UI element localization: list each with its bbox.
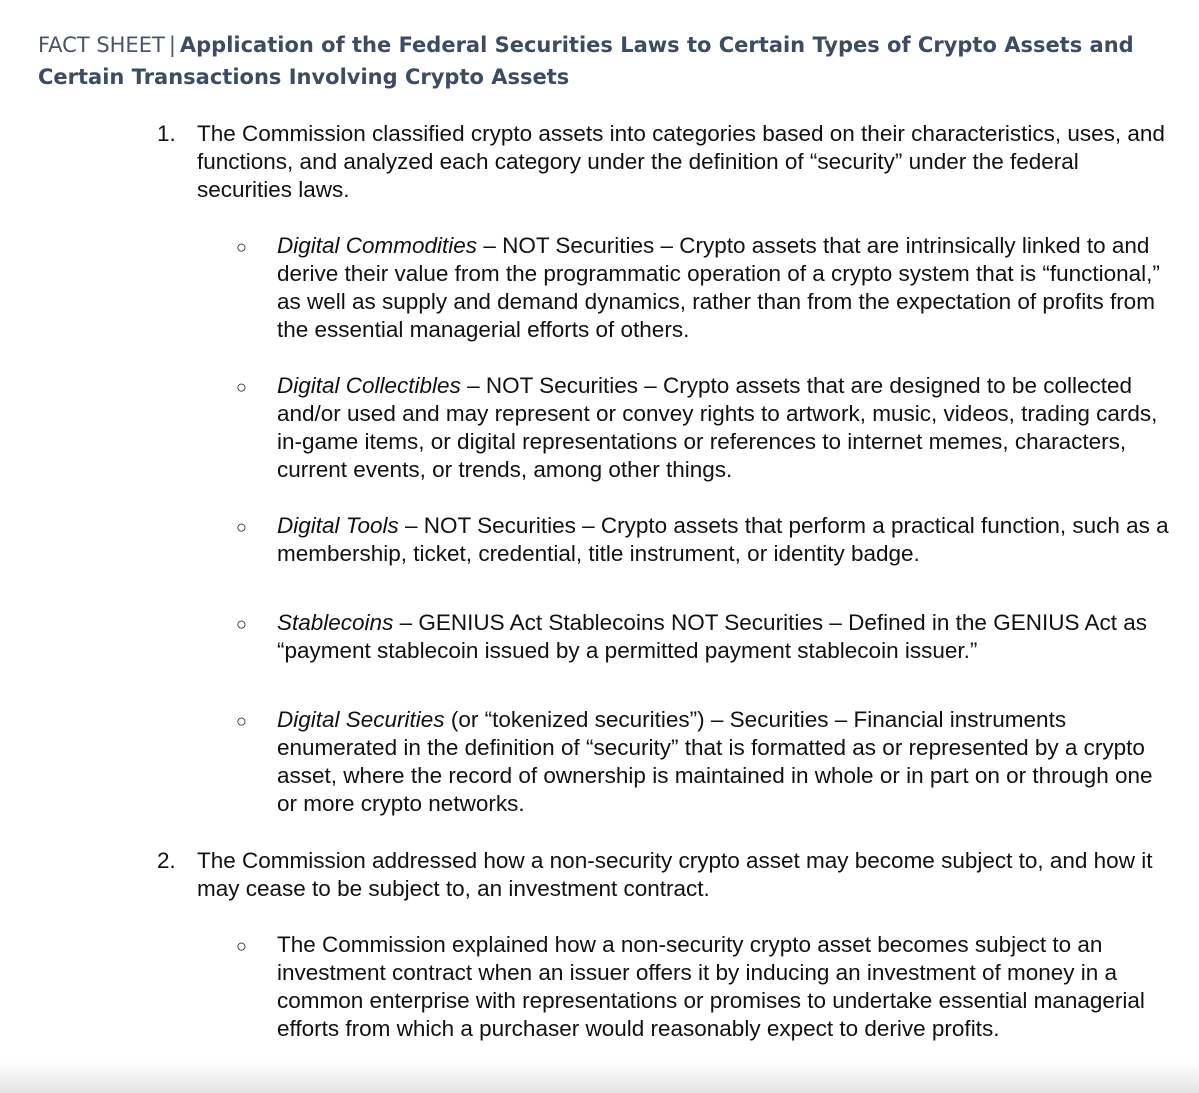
bullet-term: Digital Collectibles bbox=[277, 373, 461, 398]
bullet-marker: ○ bbox=[236, 936, 247, 956]
item-text: The Commission addressed how a non-security crypto asset may become subject to, and how it may cease to be subject to, an investment contract. bbox=[197, 848, 1153, 901]
header-title: Application of the Federal Securities Laws to Certain Types of Crypto Assets and Certain Transactions Involving Crypto Assets bbox=[38, 33, 1134, 89]
bottom-fade bbox=[0, 1062, 1199, 1093]
bullet-text: – NOT Securities – Crypto assets that are designed to be collected and/or used and may represent or convey rights to artwork, music, videos, trading cards, in-game items, or digital representations or references to internet memes, characters, current events, or trends, among other things. bbox=[277, 373, 1158, 482]
bullet-text: – GENIUS Act Stablecoins NOT Securities – Defined in the GENIUS Act as “payment stablecoin issued by a permitted payment stablecoin issuer.” bbox=[277, 610, 1147, 663]
bullet-term: Digital Tools bbox=[277, 513, 399, 538]
bullet-text: The Commission explained how a non-security crypto asset becomes subject to an investment contract when an issuer offers it by inducing an investment of money in a common enterprise with representations or promises to undertake essential managerial efforts from which a purchaser would reasonably expect to derive profits. bbox=[277, 932, 1145, 1041]
bullet-marker: ○ bbox=[236, 711, 247, 731]
fact-sheet-header bbox=[38, 29, 1158, 93]
bullet-term: Stablecoins bbox=[277, 610, 394, 635]
item-text: The Commission classified crypto assets into categories based on their characteristics, uses, and functions, and analyzed each category under the definition of “security” under the federal securities laws. bbox=[197, 121, 1165, 202]
item-number: 1. bbox=[157, 121, 176, 146]
bullet-text: – NOT Securities – Crypto assets that are intrinsically linked to and derive their value from the programmatic operation of a crypto system that is “functional,” as well as supply and demand dynamics, rather than from the expectation of profits from the essential managerial efforts of others. bbox=[277, 233, 1160, 342]
bullet-marker: ○ bbox=[236, 614, 247, 634]
bullet-term: Digital Securities bbox=[277, 707, 445, 732]
bullet-marker: ○ bbox=[236, 517, 247, 537]
bullet-term: Digital Commodities bbox=[277, 233, 478, 258]
bullet-text: – NOT Securities – Crypto assets that perform a practical function, such as a membership, ticket, credential, title instrument, or identity badge. bbox=[277, 513, 1169, 566]
bullet-marker: ○ bbox=[236, 377, 247, 397]
header-separator: | bbox=[168, 33, 176, 57]
bullet-text: (or “tokenized securities”) – Securities – Financial instruments enumerated in the definition of “security” that is formatted as or represented by a crypto asset, where the record of ownership is maintained in whole or in part on or through one or more crypto networks. bbox=[277, 707, 1153, 816]
item-number: 2. bbox=[157, 848, 176, 873]
header-label: FACT SHEET bbox=[38, 33, 165, 57]
bullet-marker: ○ bbox=[236, 237, 247, 257]
